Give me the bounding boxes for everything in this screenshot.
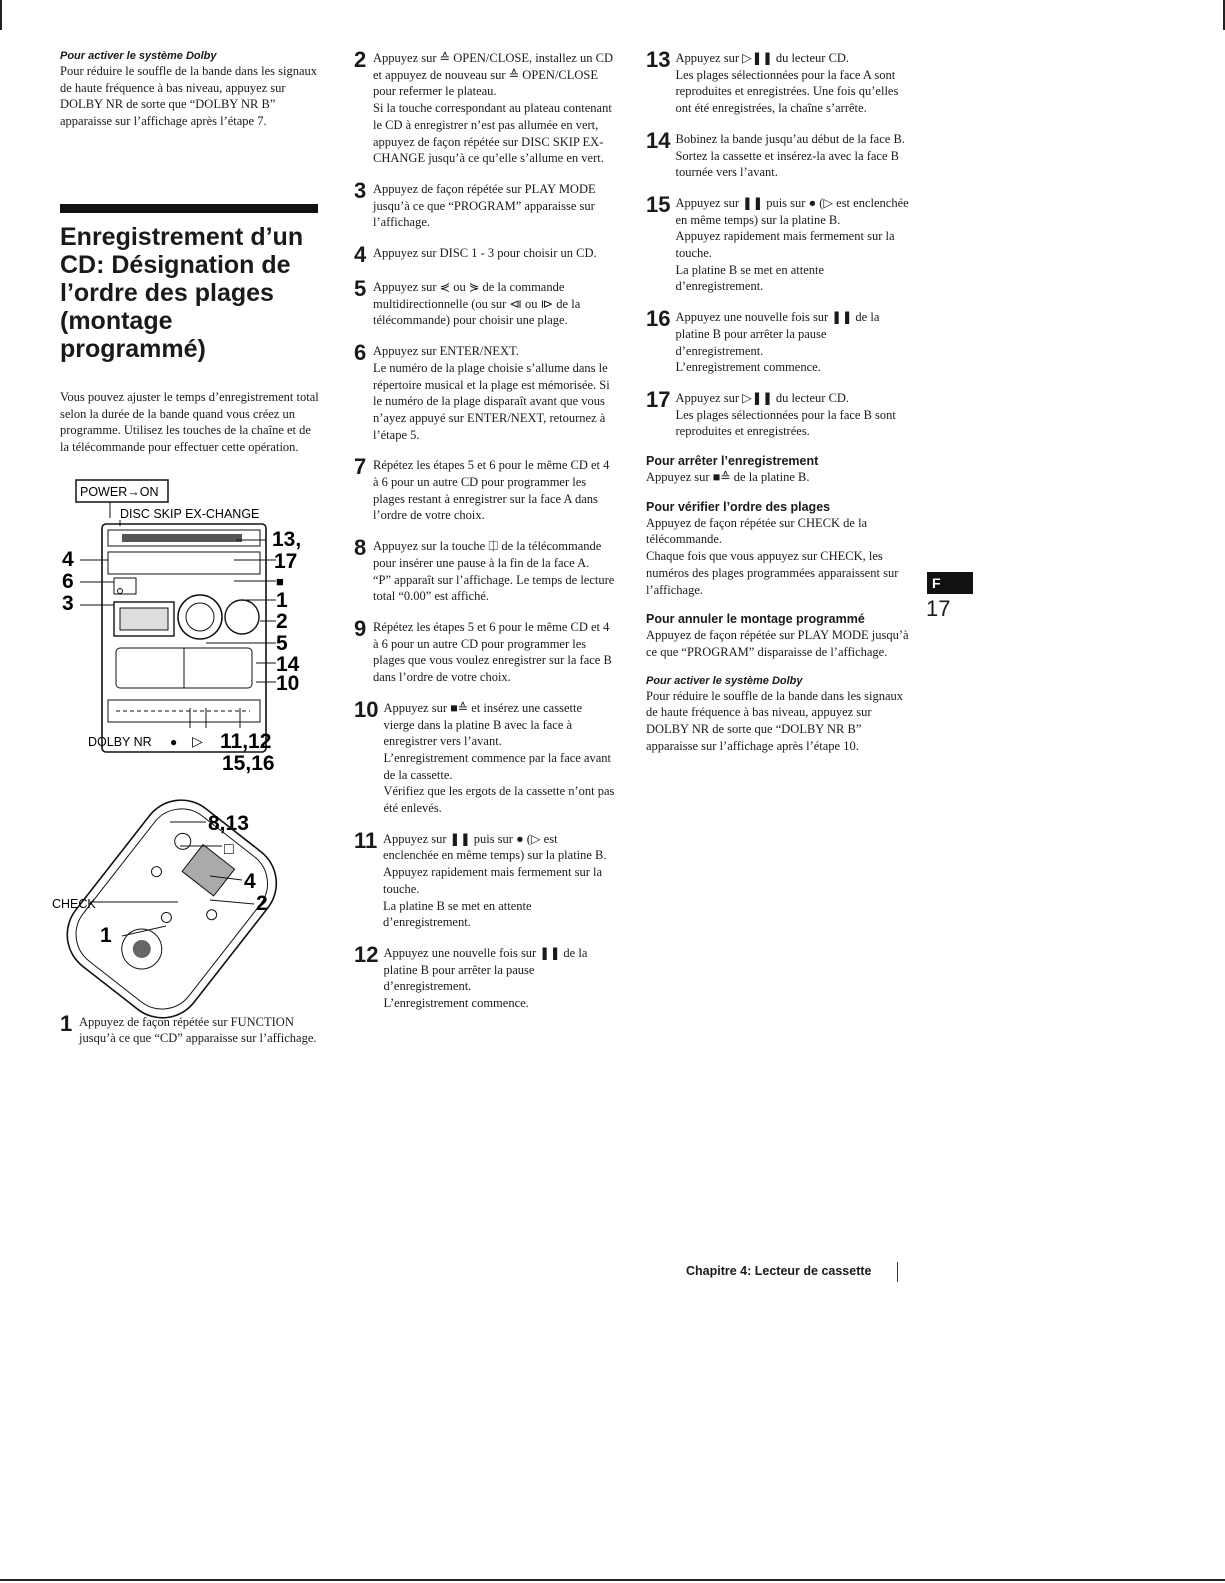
step-number: 15 — [646, 191, 671, 217]
step-10 — [354, 696, 616, 817]
remote-callout-1: 1 — [100, 923, 112, 947]
column-right — [646, 47, 914, 755]
step-3 — [354, 177, 616, 231]
verify-order-text: Appuyez de façon répétée sur CHECK de la télécommande. Chaque fois que vous appuyez sur CHECK, les numéros des plages programmées apparaissent sur l’affichage. — [646, 515, 899, 597]
remote-callout-2: 2 — [256, 891, 268, 915]
cancel-program-text: Appuyez de façon répétée sur PLAY MODE jusqu’à ce que “PROGRAM” disparaisse de l’affichage. — [646, 628, 909, 659]
step-text: Bobinez la bande jusqu’au début de la face B. Sortez la cassette et insérez-la avec la face B tournée vers l’avant. — [675, 131, 905, 180]
remote-callout-pause: □ — [224, 840, 234, 858]
dolby-note-title: Pour activer le système Dolby — [60, 50, 217, 62]
step-13 — [646, 47, 914, 117]
step-text: Appuyez sur ■≙ et insérez une cassette vierge dans la platine B avec la face à enregistrer vers l’avant. L’enregistrement commence par la face avant de la cassette. Vérifiez que les ergots de la cassette n’ont pas été enlevés. — [383, 700, 615, 816]
remote-check-label: CHECK — [52, 896, 96, 911]
callout-4: 4 — [62, 547, 74, 571]
callout-2: 2 — [276, 609, 288, 633]
callout-15-16: 15,16 — [222, 751, 275, 775]
step-text: Appuyez sur ⋞ ou ⋟ de la commande multidirectionnelle (ou sur ⧏ ou ⧐ de la télécommande) pour choisir une plage. — [373, 280, 581, 328]
callout-dot: ● — [170, 734, 178, 749]
step-text: Appuyez sur ▷❚❚ du lecteur CD. Les plages sélectionnées pour la face A sont reproduites et enregistrées. Une fois qu’elles ont été enregistrées, la chaîne s’arrête. — [675, 51, 899, 116]
step-number: 11 — [354, 827, 378, 853]
step-14 — [646, 127, 914, 181]
step-number: 14 — [646, 127, 671, 153]
callout-11-12: 11,12 — [220, 729, 272, 753]
verify-order-title: Pour vérifier l’ordre des plages — [646, 499, 831, 514]
step-text: Appuyez une nouvelle fois sur ❚❚ de la platine B pour arrêter la pause d’enregistrement. L’enregistrement commence. — [383, 945, 588, 1011]
callout-6: 6 — [62, 569, 74, 593]
callout-5: 5 — [276, 631, 288, 655]
step-number: 3 — [354, 177, 367, 203]
section-rule — [60, 204, 318, 213]
step-12 — [354, 941, 616, 1012]
callout-1: 1 — [276, 588, 288, 612]
language-tab: F — [927, 572, 973, 594]
stop-recording-title: Pour arrêter l’enregistrement — [646, 454, 819, 469]
disc-skip-label: DISC SKIP EX-CHANGE — [120, 506, 260, 521]
step-number: 2 — [354, 47, 367, 72]
step-text: Appuyez sur ≙ OPEN/CLOSE, installez un CD et appuyez de nouveau sur ≙ OPEN/CLOSE pour refermer le plateau. Si la touche correspondant au plateau contenant le CD à enregistrer n’est pas allumée en vert, appuyez de façon répétée sur DISC SKIP EX-CHANGE jusqu’à ce qu’elle s’allume en vert. — [373, 51, 613, 166]
step-number: 1 — [60, 1010, 73, 1036]
step-17 — [646, 386, 914, 440]
column-left — [52, 50, 322, 1061]
bottom-edge-line — [0, 1579, 1225, 1581]
cancel-program-title: Pour annuler le montage programmé — [646, 612, 865, 627]
step-text: Appuyez sur la touche ⎅ de la télécommande pour insérer une pause à la fin de la face A. “P” apparaît sur l’affichage. Le temps de lecture total “0.00” est affiché. — [373, 539, 615, 604]
step-number: 13 — [646, 47, 671, 72]
chapter-footer: Chapitre 4: Lecteur de cassette — [686, 1264, 872, 1278]
section-heading: Enregistrement d’un CD: Désignation de l’ordre des plages (montage programmé) — [60, 222, 304, 363]
step-text: Appuyez une nouvelle fois sur ❚❚ de la platine B pour arrêter la pause d’enregistrement. L’enregistrement commence. — [675, 310, 880, 375]
top-left-edge-mark — [0, 0, 2, 30]
step-11 — [354, 827, 616, 931]
stop-recording-text: Appuyez sur ■≙ de la platine B. — [646, 470, 810, 485]
step-text: Appuyez sur ▷❚❚ du lecteur CD. Les plages sélectionnées pour la face B sont reproduites et enregistrées. — [675, 390, 896, 439]
page-number: 17 — [926, 596, 951, 621]
step-text: Répétez les étapes 5 et 6 pour le même CD et 4 à 6 pour un autre CD pour programmer les plages restant à enregistrer sur la face A dans l’ordre de votre choix. — [373, 458, 610, 523]
step-4 — [354, 242, 616, 268]
column-middle — [354, 47, 616, 1026]
step-text: Appuyez sur ❚❚ puis sur ● (▷ est enclenchée en même temps) sur la platine B. Appuyez rapidement mais fermement sur la touche. La platine B se met en attente d’enregistrement. — [675, 195, 909, 294]
callout-stop: ■ — [276, 573, 284, 589]
step-text: Appuyez sur ❚❚ puis sur ● (▷ est enclenchée en même temps) sur la platine B. Appuyez rapidement mais fermement sur la touche. La platine B se met en attente d’enregistrement. — [383, 831, 607, 930]
dolby-note-text: Pour réduire le souffle de la bande dans les signaux de haute fréquence à bas niveau, appuyez sur DOLBY NR de sorte que “DOLBY NR B” apparaisse sur l’affichage après l’étape 7. — [60, 64, 317, 129]
callout-13: 13, — [272, 527, 302, 551]
callout-14: 14 — [276, 652, 300, 676]
step-15 — [646, 191, 914, 295]
step-text: Appuyez sur DISC 1 - 3 pour choisir un CD. — [373, 246, 597, 261]
dolby-note-title-2: Pour activer le système Dolby — [646, 674, 803, 687]
step-text: Appuyez de façon répétée sur PLAY MODE jusqu’à ce que “PROGRAM” apparaisse sur l’affichage. — [373, 181, 596, 230]
step-number: 8 — [354, 535, 367, 561]
remote-callout-8-13: 8,13 — [208, 811, 249, 835]
step-16 — [646, 306, 914, 376]
step-number: 4 — [354, 242, 367, 268]
dolby-note-text-2: Pour réduire le souffle de la bande dans les signaux de haute fréquence à bas niveau, appuyez sur DOLBY NR de sorte que “DOLBY NR B” apparaisse sur l’affichage après l’étape 10. — [646, 688, 903, 753]
remote-callout-4: 4 — [244, 869, 256, 893]
step-text: Appuyez de façon répétée sur FUNCTION jusqu’à ce que “CD” apparaisse sur l’affichage. — [79, 1014, 317, 1046]
right-steps — [646, 47, 914, 440]
step-2 — [354, 47, 616, 167]
step-number: 9 — [354, 615, 367, 641]
step-number: 17 — [646, 386, 671, 412]
step-number: 16 — [646, 306, 671, 332]
step-5 — [354, 276, 616, 329]
step-text: Répétez les étapes 5 et 6 pour le même CD et 4 à 6 pour un autre CD pour programmer les plages que vous voulez enregistrer sur la face B dans l’ordre de votre choix. — [373, 619, 612, 685]
callout-17: 17 — [274, 549, 298, 573]
dolby-nr-label: DOLBY NR — [88, 734, 152, 749]
callout-10: 10 — [276, 671, 300, 695]
step-number: 12 — [354, 941, 379, 967]
step-number: 7 — [354, 454, 367, 480]
intro-text: Vous pouvez ajuster le temps d’enregistrement total selon la durée de la bande quand vous créez un programme. Utilisez les touches de la chaîne et de la télécommande pour effectuer cette opération. — [60, 389, 319, 454]
footer-divider — [897, 1262, 898, 1282]
step-9 — [354, 615, 616, 686]
step-text: Appuyez sur ENTER/NEXT. Le numéro de la plage choisie s’allume dans le répertoire musical et la plage est mémorisée. Si le numéro de la plage disparaît avant que vous n’ayez appuyé sur ENTER/NEXT, retournez à l’étape 5. — [373, 344, 610, 442]
callout-3: 3 — [62, 591, 74, 615]
step-number: 6 — [354, 340, 367, 366]
step-8 — [354, 535, 616, 605]
step-1 — [60, 1010, 322, 1047]
step-number: 10 — [354, 696, 379, 722]
device-diagram — [52, 478, 320, 1008]
step-number: 5 — [354, 276, 367, 302]
step-6 — [354, 340, 616, 443]
device-illustration — [52, 478, 320, 1008]
step-7 — [354, 454, 616, 524]
power-on-label: POWER→ON — [80, 484, 159, 499]
callout-play: ▷ — [192, 732, 203, 749]
